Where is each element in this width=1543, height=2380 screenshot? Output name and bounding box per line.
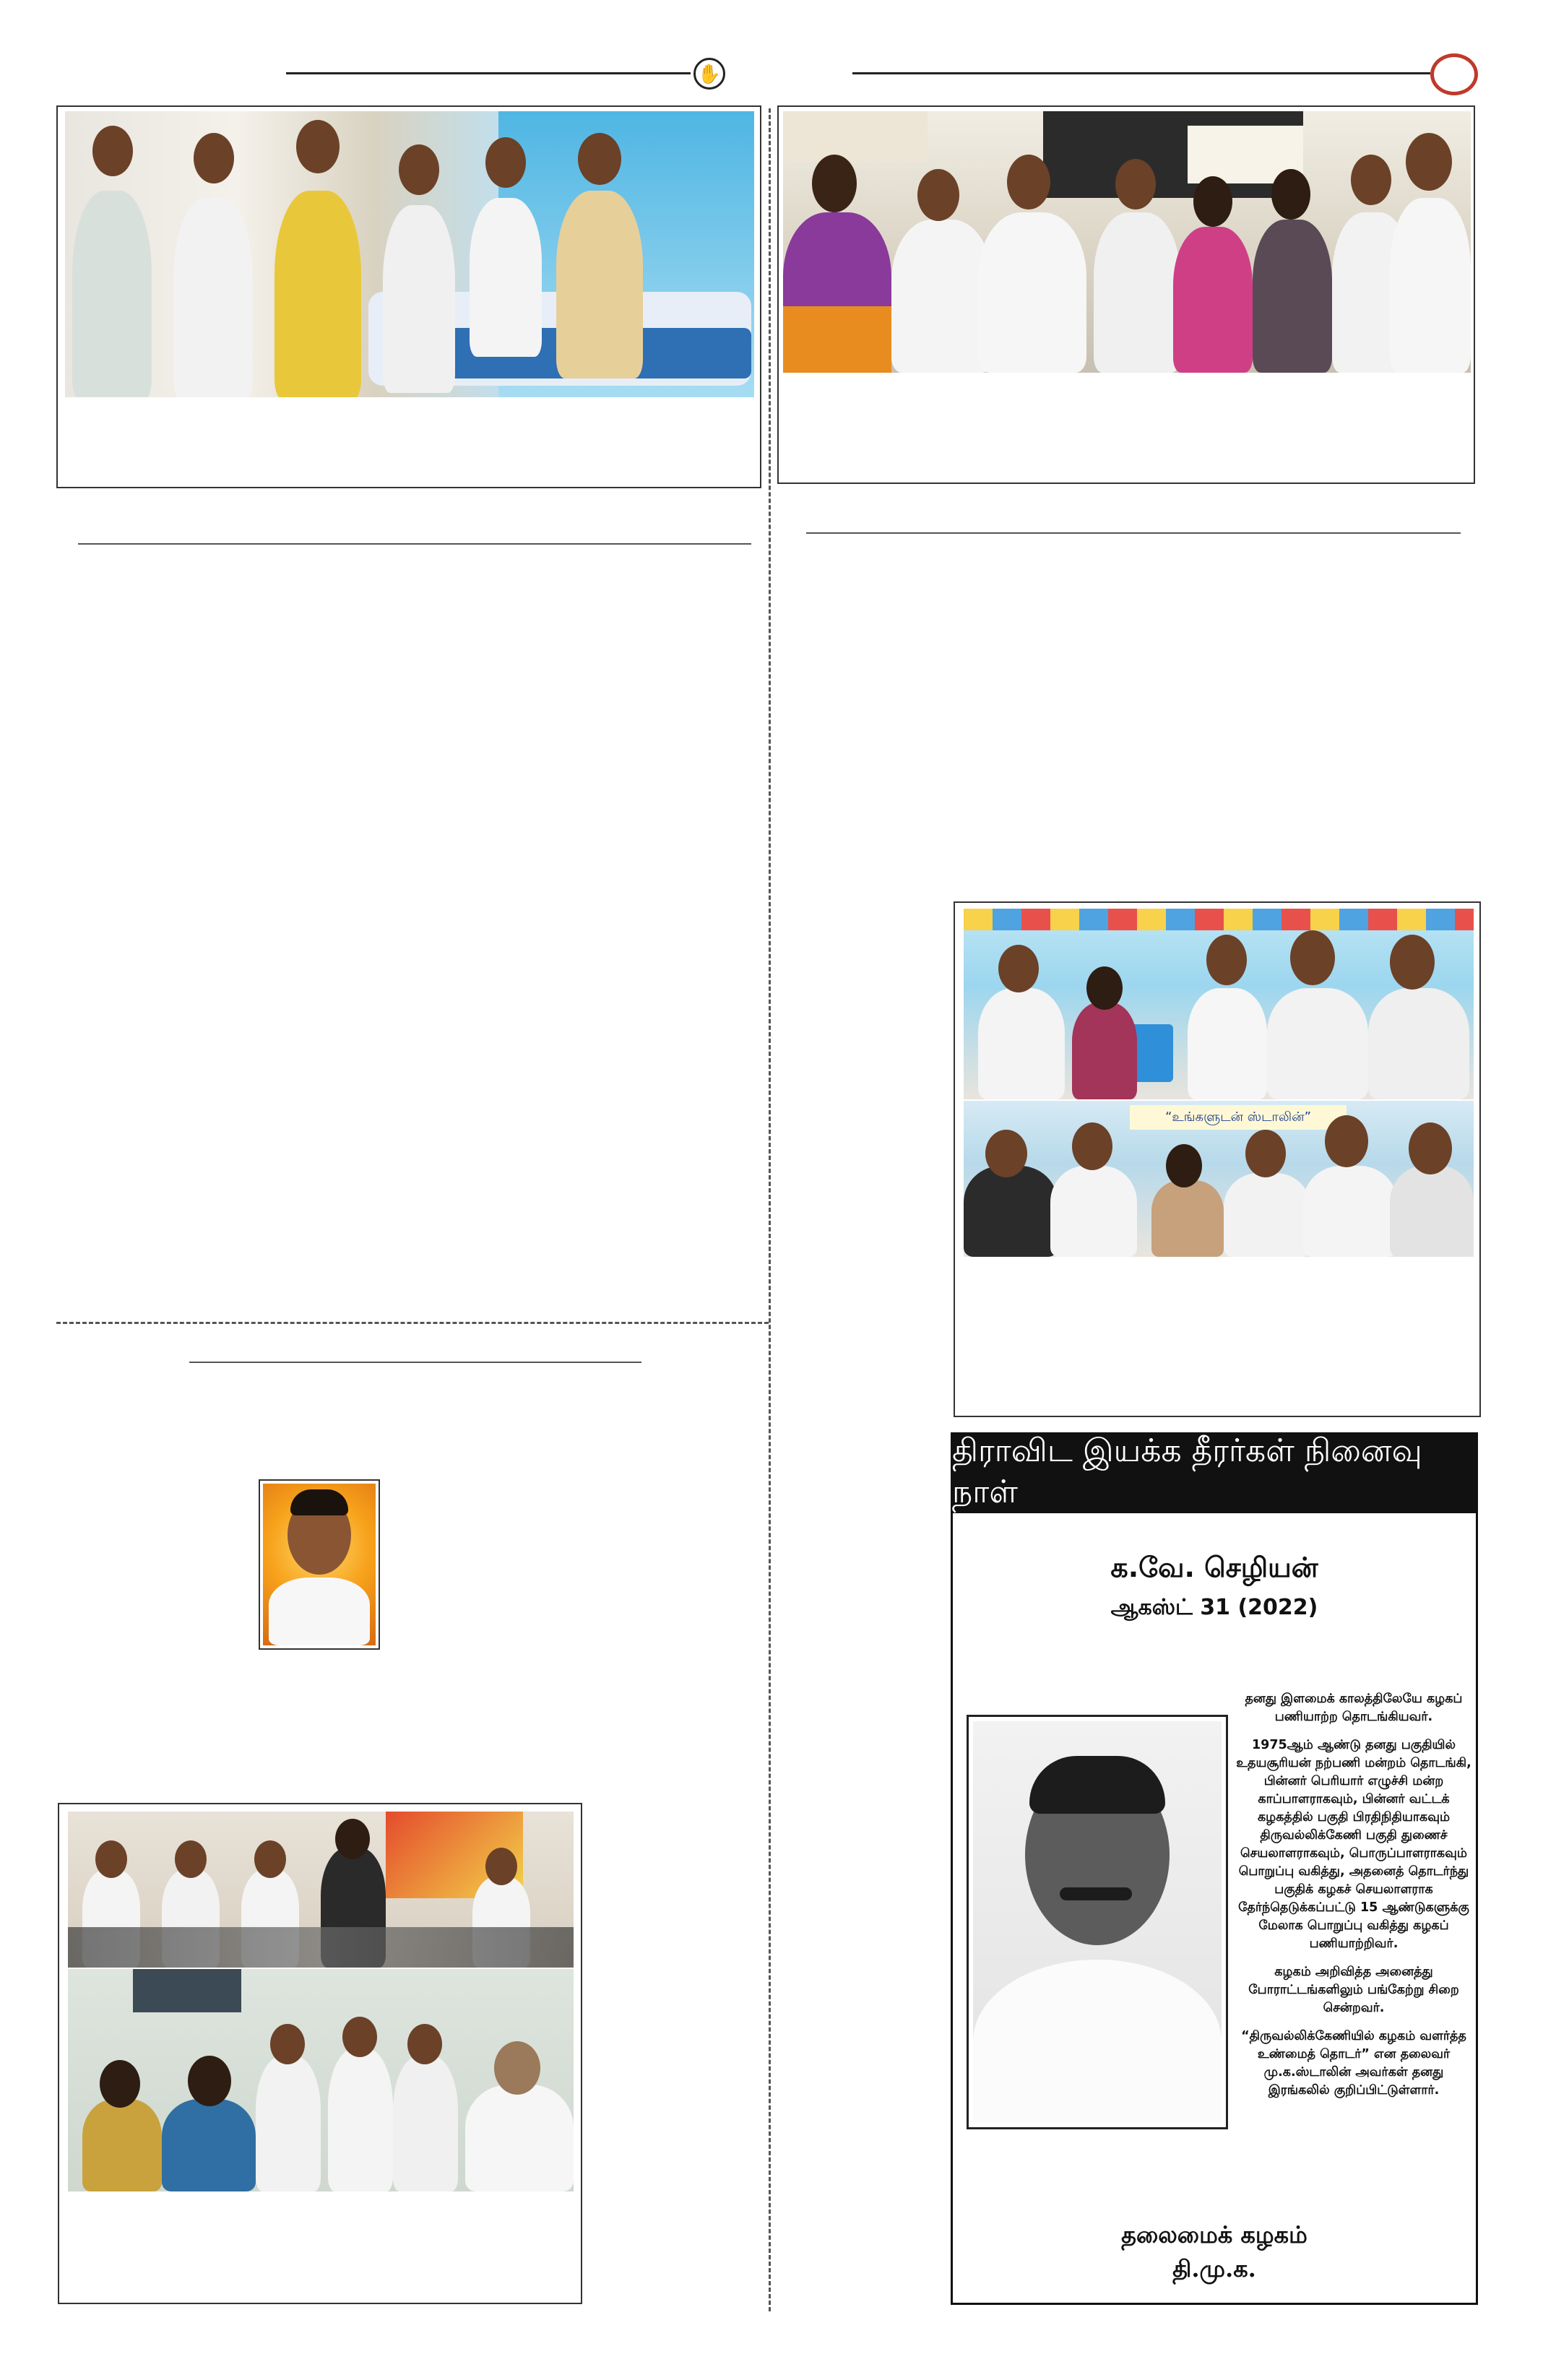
camp-event-photo-bottom: [964, 1101, 1474, 1257]
news-item-camp-event: [954, 901, 1481, 1417]
tribute-date: ஆகஸ்ட் 31 (2022): [1110, 1595, 1318, 1620]
camp-event-photo-top: [964, 909, 1474, 1099]
hospital-visit-photo: [65, 111, 754, 397]
camp-banner-text: “உங்களுடன் ஸ்டாலின்”: [1130, 1105, 1347, 1130]
party-meeting-photo-bottom: [68, 1969, 574, 2191]
tribute-bio-para-4: “திருவல்லிக்கேணியில் கழகம் வளர்த்த உண்மைத் தொடர்” என தலைவர் மு.க.ஸ்டாலின் அவர்கள் தனது இரங்கலில் குறிப்பிட்டுள்ளார்.: [1241, 2029, 1466, 2098]
party-meeting-photo-top: [68, 1812, 574, 1968]
article-rule-left-lower: [189, 1362, 641, 1363]
portrait-small-frame: [259, 1479, 380, 1650]
tribute-bio: [1234, 1690, 1474, 2110]
party-logo-icon: ✋: [693, 58, 725, 90]
article-rule-right: [806, 532, 1461, 534]
section-divider-left: [56, 1322, 769, 1324]
classroom-event-photo: [783, 111, 1471, 373]
page-marker-icon: [1430, 53, 1478, 95]
tribute-portrait-photo: [973, 1721, 1222, 2123]
news-item-party-meeting: [58, 1803, 582, 2304]
tribute-org-line2: தி.மு.க.: [1172, 2255, 1256, 2282]
tribute-org-line1: தலைமைக் கழகம்: [1121, 2221, 1308, 2249]
header-rule-left: [286, 72, 691, 74]
tribute-bio-para-1: தனது இளமைக் காலத்திலேயே கழகப் பணியாற்ற தொடங்கியவர்.: [1245, 1692, 1463, 1724]
tribute-portrait: [967, 1715, 1228, 2129]
column-divider: [769, 108, 771, 2311]
article-rule-left: [78, 543, 751, 545]
portrait-small-photo: [263, 1484, 376, 1645]
tribute-bio-para-3: கழகம் அறிவித்த அனைத்து போராட்டங்களிலும் பங்கேற்று சிறை சென்றவர்.: [1248, 1965, 1459, 2015]
tribute-banner: திராவிட இயக்க தீரர்கள் நினைவு நாள்: [952, 1434, 1477, 1513]
tribute-bio-para-2: 1975ஆம் ஆண்டு தனது பகுதியில் உதயசூரியன் நற்பணி மன்றம் தொடங்கி, பின்னர் பெரியார் எழுச்சி மன்ற காப்பாளராகவும், பின்னர் வட்டக் கழகத்தில் பகுதி பிரதிநிதியாகவும் திருவல்லிக்கேணி பகுதி துணைச் செயலாளராகவும், பொருப்பாளராகவும் பொறுப்பு வகித்து, அதனைத் தொடர்ந்து பகுதிக் கழகச் செயலாளராக தேர்ந்தெடுக்கப்பட்டு 15 ஆண்டுகளுக்கு மேலாக பொறுப்பு வகித்து கழகப் பணியாற்றிவர்.: [1236, 1738, 1471, 1951]
tribute-name: க.வே. செழியன்: [1110, 1552, 1318, 1583]
news-item-hospital-visit: [56, 105, 761, 488]
news-item-classroom-event: [777, 105, 1475, 484]
header-rule-right: [852, 72, 1430, 74]
